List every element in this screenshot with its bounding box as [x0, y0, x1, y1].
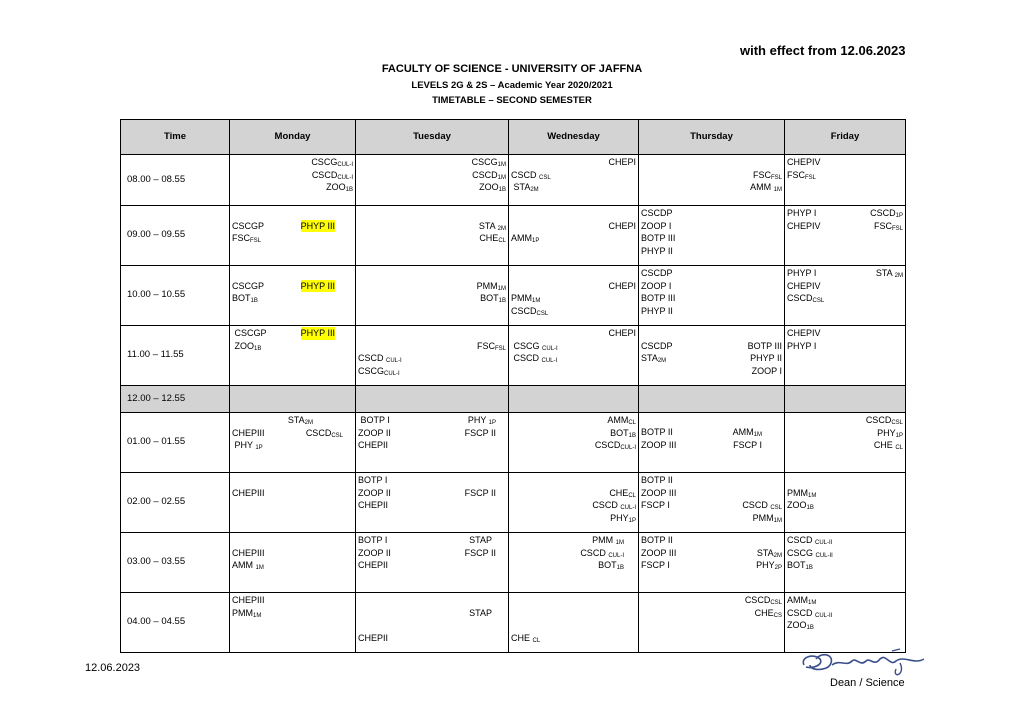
- table-row-lunch: [121, 386, 906, 413]
- cell-tue-0800: $CSCG_{1M}$ $CSCD_{1M}$ $ZOO_{1B}$: [356, 155, 509, 206]
- cell-mon-0900: CSCGP PHYP III $FSC_{FSL}$: [230, 206, 356, 266]
- time-cell: 08.00 – 08.55: [121, 155, 230, 206]
- cell-thu-0900: CSCDP ZOOP I BOTP III PHYP II: [639, 206, 785, 266]
- time-cell: 02.00 – 02.55: [121, 473, 230, 533]
- page-title: FACULTY OF SCIENCE - UNIVERSITY OF JAFFNA: [381, 63, 643, 75]
- cell-tue-0900: STA $_{2M}$ $CHE_{CL}$: [356, 206, 509, 266]
- header-thursday: Thursday: [639, 120, 785, 155]
- header-monday: Monday: [230, 120, 356, 155]
- effective-date: with effect from 12.06.2023: [740, 43, 906, 58]
- table-row: [121, 473, 906, 533]
- cell-wed-0800: CHEPI CSCD $_{CSL}$ $STA_{2M}$: [509, 155, 639, 206]
- cell-fri-0900: PHYP I $CSCD_{1P}$ CHEPIV $FSC_{FSL}$: [785, 206, 906, 266]
- lunch-cell: [356, 386, 509, 413]
- timetable: [120, 119, 906, 653]
- cell-wed-0300: PMM $_{1M}$ CSCD $_{CUL-I}$ $BOT_{1B}$: [509, 533, 639, 593]
- table-row: [121, 155, 906, 206]
- header-row: [121, 120, 906, 155]
- lunch-cell: [230, 386, 356, 413]
- cell-fri-0100: $CSCD_{CSL}$ $PHY_{1P}$ CHE $_{CL}$: [785, 413, 906, 473]
- table-row: [121, 206, 906, 266]
- footer-date: 12.06.2023: [85, 662, 141, 674]
- signer-title: Dean / Science: [830, 677, 905, 689]
- cell-tue-0200: BOTP I ZOOP II FSCP II CHEPII: [356, 473, 509, 533]
- cell-mon-1100: CSCGP PHYP III $ZOO_{1B}$: [230, 326, 356, 386]
- cell-wed-0400: CHE $_{CL}$: [509, 593, 639, 653]
- header-time: Time: [121, 120, 230, 155]
- cell-fri-1100: CHEPIV PHYP I: [785, 326, 906, 386]
- cell-wed-0100: $AMM_{CL}$ $BOT_{1B}$ $CSCD_{CUL-I}$: [509, 413, 639, 473]
- time-cell: 12.00 – 12.55: [121, 386, 230, 413]
- cell-tue-0100: BOTP I PHY $_{1P}$ ZOOP II FSCP II CHEPII: [356, 413, 509, 473]
- cell-thu-0100: BOTP II $AMM_{1M}$ ZOOP III FSCP I: [639, 413, 785, 473]
- time-cell: 03.00 – 03.55: [121, 533, 230, 593]
- cell-fri-0300: CSCD $_{CUL-II}$ CSCG $_{CUL-II}$ $BOT_{1B}$: [785, 533, 906, 593]
- cell-tue-1100: $FSC_{FSL}$ CSCD $_{CUL-I}$ $CSCG_{CUL-I}$: [356, 326, 509, 386]
- cell-thu-1100: CSCDP BOTP III $STA_{2M}$ PHYP II ZOOP I: [639, 326, 785, 386]
- table-row: [121, 413, 906, 473]
- cell-mon-0300: CHEPIII AMM $_{1M}$: [230, 533, 356, 593]
- page-subtitle: LEVELS 2G & 2S – Academic Year 2020/2021: [411, 80, 613, 91]
- cell-wed-0900: CHEPI $AMM_{1P}$: [509, 206, 639, 266]
- cell-wed-0200: $CHE_{CL}$ CSCD $_{CUL-I}$ $PHY_{1P}$: [509, 473, 639, 533]
- cell-fri-0800: CHEPIV $FSC_{FSL}$: [785, 155, 906, 206]
- time-cell: 01.00 – 01.55: [121, 413, 230, 473]
- table-row: [121, 326, 906, 386]
- cell-thu-0200: BOTP II ZOOP III FSCP I CSCD $_{CSL}$ $PMM_{1M}$: [639, 473, 785, 533]
- cell-mon-0200: CHEPIII: [230, 473, 356, 533]
- cell-wed-1100: CHEPI CSCG $_{CUL-I}$ CSCD $_{CUL-I}$: [509, 326, 639, 386]
- header-wednesday: Wednesday: [509, 120, 639, 155]
- cell-tue-1000: $PMM_{1M}$ $BOT_{1B}$: [356, 266, 509, 326]
- cell-wed-1000: CHEPI $PMM_{1M}$ $CSCD_{CSL}$: [509, 266, 639, 326]
- cell-thu-0800: $FSC_{FSL}$ AMM $_{1M}$: [639, 155, 785, 206]
- header-friday: Friday: [785, 120, 906, 155]
- cell-fri-0400: $AMM_{1M}$ CSCD $_{CUL-II}$ $ZOO_{1B}$: [785, 593, 906, 653]
- lunch-cell: [509, 386, 639, 413]
- cell-mon-0400: CHEPIII $PMM_{1M}$: [230, 593, 356, 653]
- time-cell: 11.00 – 11.55: [121, 326, 230, 386]
- time-cell: 04.00 – 04.55: [121, 593, 230, 653]
- page-subtitle-2: TIMETABLE – SECOND SEMESTER: [432, 95, 592, 106]
- cell-tue-0400: STAP CHEPII: [356, 593, 509, 653]
- table-row: [121, 593, 906, 653]
- cell-fri-1000: PHYP I STA $_{2M}$ CHEPIV $CSCD_{CSL}$: [785, 266, 906, 326]
- lunch-cell: [639, 386, 785, 413]
- cell-mon-0800: $CSCG_{CUL-I}$ $CSCD_{CUL-I}$ $ZOO_{1B}$: [230, 155, 356, 206]
- table-row: [121, 533, 906, 593]
- cell-mon-1000: CSCGP PHYP III $BOT_{1B}$: [230, 266, 356, 326]
- cell-thu-0400: $CSCD_{CSL}$ $CHE_{CS}$: [639, 593, 785, 653]
- cell-fri-0200: $PMM_{1M}$ $ZOO_{1B}$: [785, 473, 906, 533]
- table-row: [121, 266, 906, 326]
- cell-thu-0300: BOTP II ZOOP III $STA_{2M}$ FSCP I $PHY_{2P}$: [639, 533, 785, 593]
- cell-thu-1000: CSCDP ZOOP I BOTP III PHYP II: [639, 266, 785, 326]
- cell-mon-0100: $STA_{2M}$ CHEPIII $CSCD_{CSL}$ PHY $_{1P}$: [230, 413, 356, 473]
- lunch-cell: [785, 386, 906, 413]
- time-cell: 09.00 – 09.55: [121, 206, 230, 266]
- cell-tue-0300: BOTP I STAP ZOOP II FSCP II CHEPII: [356, 533, 509, 593]
- header-tuesday: Tuesday: [356, 120, 509, 155]
- time-cell: 10.00 – 10.55: [121, 266, 230, 326]
